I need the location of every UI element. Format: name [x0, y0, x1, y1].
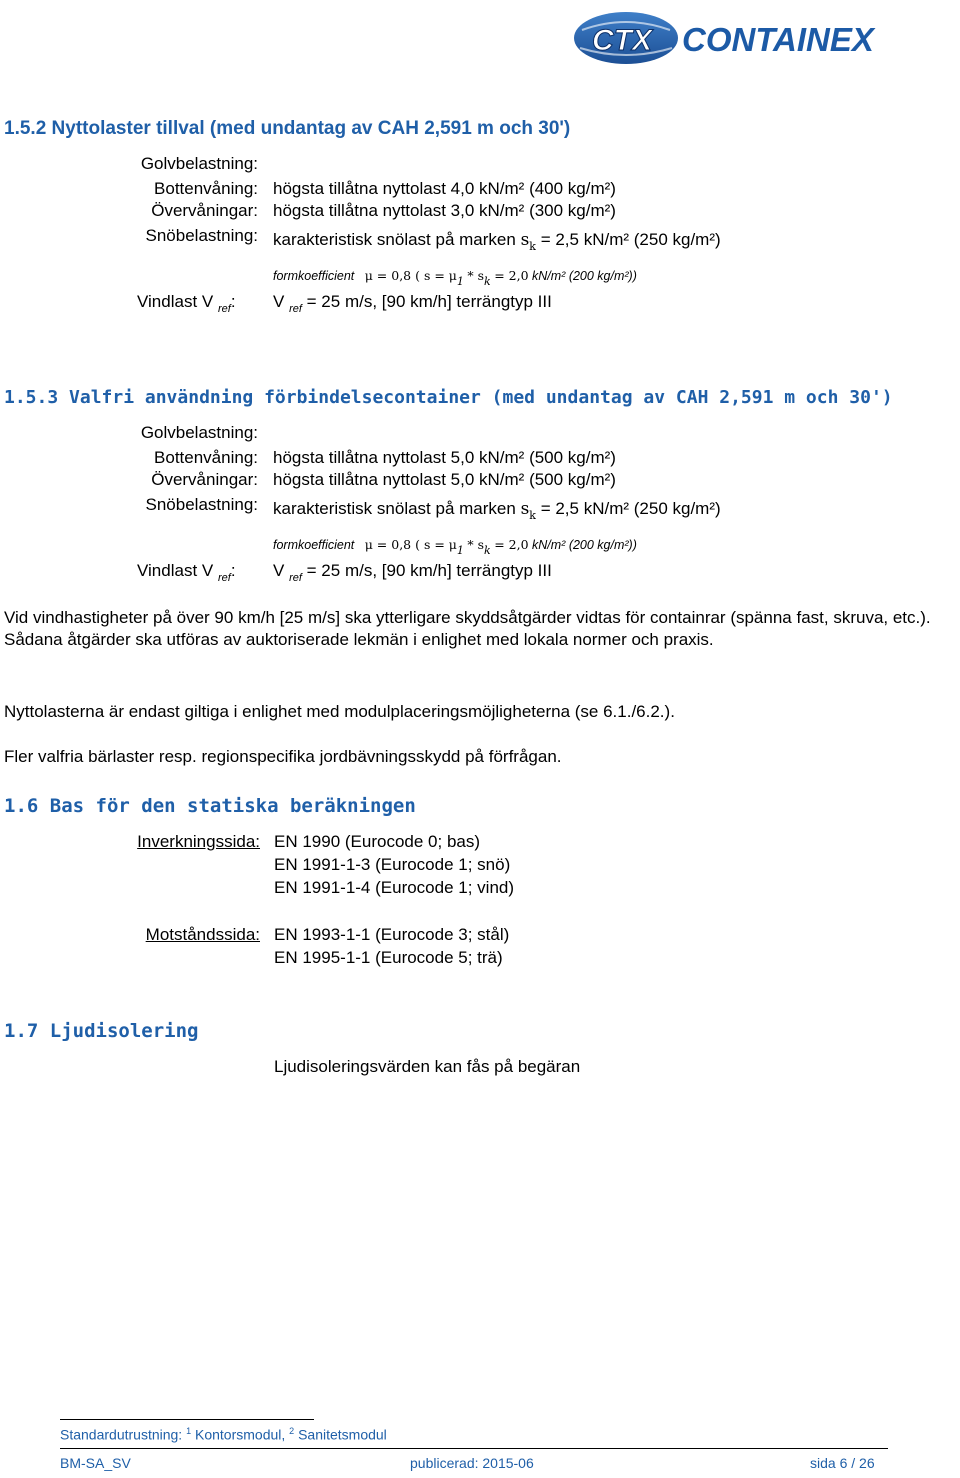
snow-symbol-sub: k [529, 509, 536, 522]
coef-formula: μ = 0,8 ( s = μ [364, 268, 457, 283]
coef-sub-2: k [484, 275, 491, 288]
section-1-6-heading: 1.6 Bas för den statiska beräkningen [4, 795, 416, 817]
wind-v: V [273, 292, 285, 311]
ground-floor-value: högsta tillåtna nyttolast 4,0 kN/m² (400 kg/m²) [273, 179, 616, 198]
snow-load-label: Snöbelastning: [145, 495, 258, 514]
snow-load-prefix: karakteristisk snölast på marken [273, 230, 516, 249]
wind-v-sub: ref [289, 572, 302, 584]
shape-coefficient [273, 537, 637, 557]
wind-v-sub: ref [289, 303, 302, 315]
upper-floor-label: Övervåningar: [151, 201, 258, 220]
snow-load-label: Snöbelastning: [145, 226, 258, 245]
resistance-item-1: EN 1993-1-1 (Eurocode 3; stål) [274, 925, 510, 944]
containex-logo-graphic [570, 8, 946, 68]
coef-mid: * s [467, 537, 485, 552]
action-item-2: EN 1991-1-3 (Eurocode 1; snö) [274, 855, 511, 874]
coef-label: formkoefficient [273, 538, 355, 552]
section-1-5-2-heading: 1.5.2 Nyttolaster tillval (med undantag av CAH 2,591 m och 30') [4, 118, 571, 139]
coef-unit: kN/m² (200 kg/m²)) [532, 538, 637, 552]
section-1-7-heading: 1.7 Ljudisolering [4, 1020, 199, 1042]
footnote-text-b: Kontorsmodul, [195, 1426, 286, 1443]
footnote-rule [60, 1419, 314, 1420]
wind-label-text: Vindlast V [137, 561, 214, 580]
upper-floor-value: högsta tillåtna nyttolast 5,0 kN/m² (500 kg/m²) [273, 470, 616, 489]
snow-symbol: s [520, 499, 530, 519]
wind-label-text: Vindlast V [137, 292, 214, 311]
wind-load-label [137, 292, 236, 315]
coef-unit: kN/m² (200 kg/m²)) [532, 269, 637, 283]
wind-label-sub: ref [217, 303, 231, 315]
coef-label: formkoefficient [273, 269, 355, 283]
snow-symbol: s [520, 230, 530, 250]
wind-v: V [273, 561, 285, 580]
wind-load-value [273, 561, 552, 584]
coef-mid: * s [467, 268, 485, 283]
wind-load-label [137, 561, 236, 584]
snow-load-value [273, 499, 721, 522]
wind-label-colon: : [230, 292, 236, 311]
logo-ctx-text: CTX [592, 24, 652, 57]
coef-formula: μ = 0,8 ( s = μ [364, 537, 457, 552]
snow-load-number: = 2,5 kN/m² (250 kg/m²) [540, 230, 721, 249]
action-item-1: EN 1990 (Eurocode 0; bas) [274, 832, 481, 851]
ground-floor-value: högsta tillåtna nyttolast 5,0 kN/m² (500 kg/m²) [273, 448, 616, 467]
footnote-sup-2: 2 [289, 1426, 295, 1436]
action-item-3: EN 1991-1-4 (Eurocode 1; vind) [274, 878, 515, 897]
footer-rule [60, 1448, 888, 1449]
payload-validity-paragraph: Nyttolasterna är endast giltiga i enlighet med modulplaceringsmöjligheterna (se 6.1./6.2.). [4, 702, 675, 721]
optional-loads-paragraph: Fler valfria bärlaster resp. regionspecifika jordbävningsskydd på förfrågan. [4, 747, 562, 766]
footnote-text-c: Sanitetsmodul [298, 1426, 387, 1443]
footnote [60, 1426, 387, 1443]
coef-eq: = 2,0 [494, 537, 529, 552]
containex-logo [570, 8, 946, 68]
coef-sub-1: 1 [456, 544, 464, 557]
wind-note-paragraph: Vid vindhastigheter på över 90 km/h [25 m/s] ska ytterligare skyddsåtgärder vidtas för containrar (spänna fast, skruva, etc.). Sådana åtgärder ska utföras av auktoriserade lekmän i enlighet med lokala normer och praxis. [4, 608, 931, 649]
floor-load-label: Golvbelastning: [140, 154, 258, 173]
upper-floor-label: Övervåningar: [151, 470, 258, 489]
published-date: publicerad: 2015-06 [410, 1455, 534, 1471]
wind-label-colon: : [230, 561, 236, 580]
ground-floor-label: Bottenvåning: [154, 179, 258, 198]
snow-symbol-sub: k [529, 240, 536, 253]
wind-load-value [273, 292, 552, 315]
wind-value-number: = 25 m/s, [90 km/h] terrängtyp III [306, 561, 552, 580]
footnote-text-a: Standardutrustning: [60, 1426, 183, 1443]
footnote-sup-1: 1 [186, 1426, 192, 1436]
page-number: sida 6 / 26 [810, 1455, 875, 1471]
resistance-item-2: EN 1995-1-1 (Eurocode 5; trä) [274, 948, 503, 967]
sound-insulation-text: Ljudisoleringsvärden kan fås på begäran [274, 1057, 581, 1076]
logo-name-text: CONTAINEX [682, 21, 874, 58]
coef-sub-2: k [484, 544, 491, 557]
snow-load-value [273, 230, 721, 253]
ground-floor-label: Bottenvåning: [154, 448, 258, 467]
coef-sub-1: 1 [456, 275, 464, 288]
coef-eq: = 2,0 [494, 268, 529, 283]
snow-load-number: = 2,5 kN/m² (250 kg/m²) [540, 499, 721, 518]
resistance-side-label: Motståndssida: [145, 925, 260, 944]
wind-value-number: = 25 m/s, [90 km/h] terrängtyp III [306, 292, 552, 311]
floor-load-label: Golvbelastning: [140, 423, 258, 442]
shape-coefficient [273, 268, 637, 288]
document-id: BM-SA_SV [60, 1455, 131, 1471]
wind-label-sub: ref [217, 572, 231, 584]
section-1-5-3-heading: 1.5.3 Valfri användning förbindelsecontainer (med undantag av CAH 2,591 m och 30') [4, 387, 893, 408]
action-side-label: Inverkningssida: [137, 832, 260, 851]
snow-load-prefix: karakteristisk snölast på marken [273, 499, 516, 518]
upper-floor-value: högsta tillåtna nyttolast 3,0 kN/m² (300 kg/m²) [273, 201, 616, 220]
